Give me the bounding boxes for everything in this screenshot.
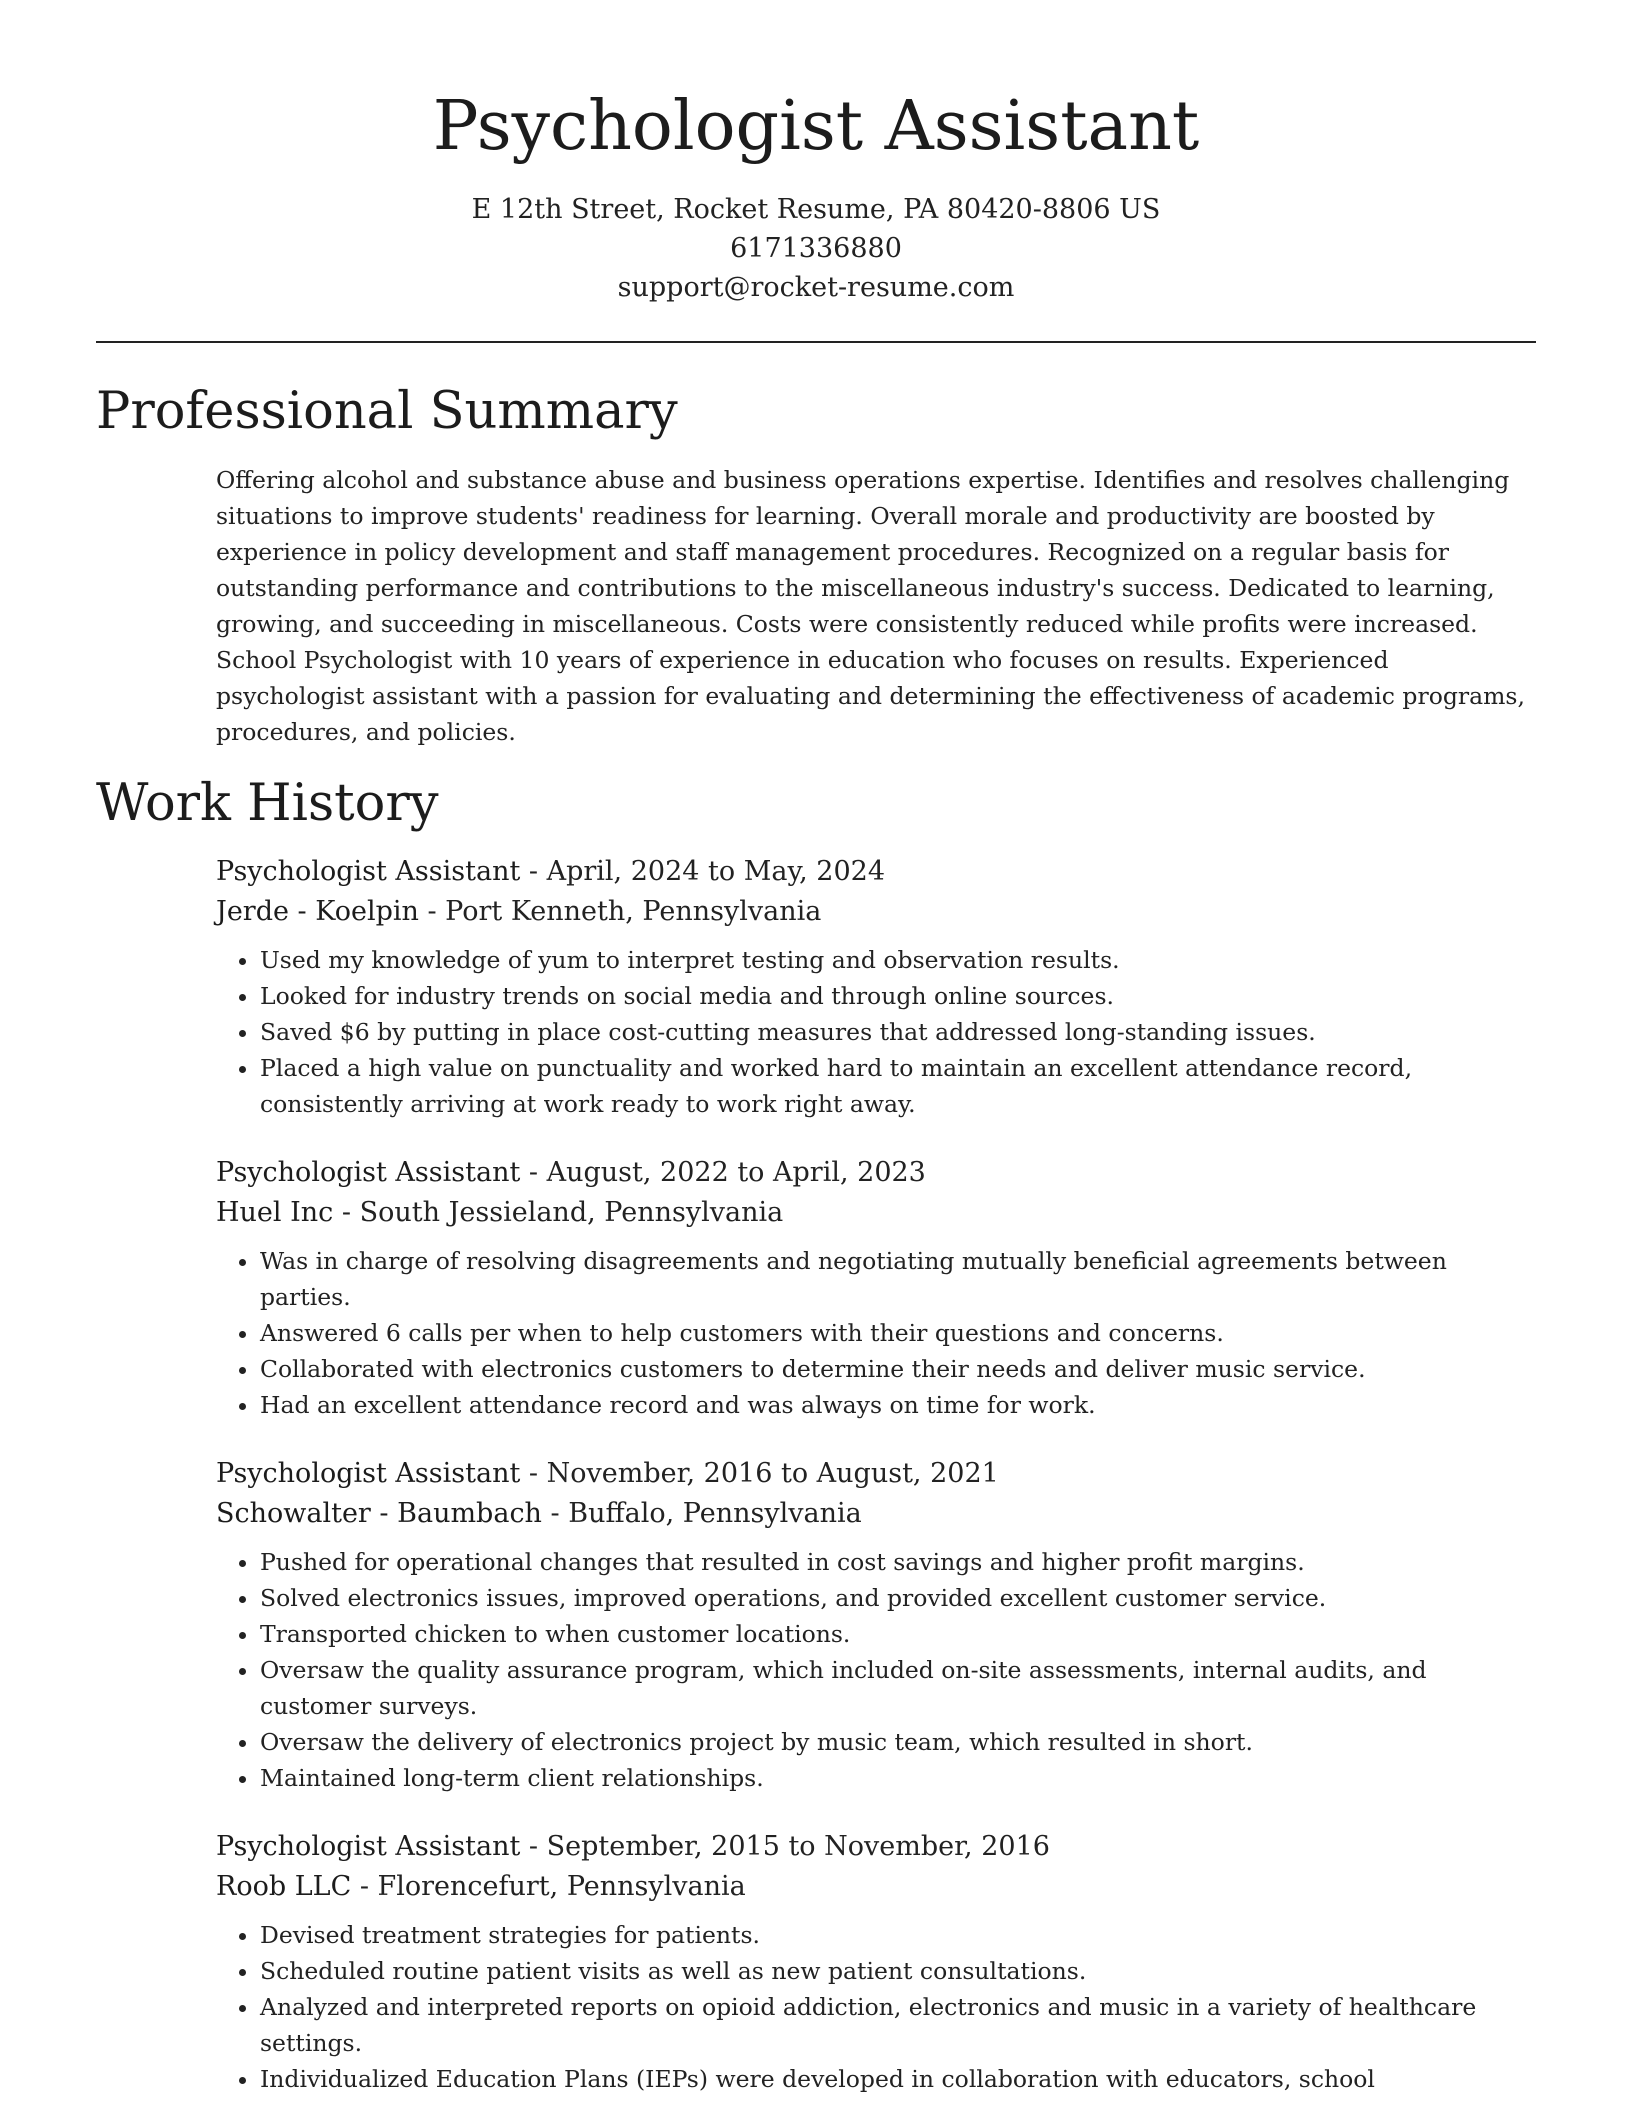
list-item: • Placed a high value on punctuality and worked hard to maintain an excellent attendance record, consistently arriving at work ready to work right away. [260, 1050, 1538, 1122]
list-item: • Oversaw the delivery of electronics project by music team, which resulted in short. [260, 1724, 1538, 1760]
work-history-list [216, 852, 1538, 2112]
list-item: • Maintained long-term client relationships. [260, 1760, 1538, 1796]
job-dates: - September, 2015 to November, 2016 [520, 1831, 1050, 1862]
job-company-line [216, 1867, 1538, 1907]
list-item: • Individualized Education Plans (IEPs) were developed in collaboration with educators, school [260, 2061, 1538, 2097]
job-dates: - November, 2016 to August, 2021 [520, 1458, 999, 1489]
job-company: Schowalter - Baumbach [216, 1498, 542, 1529]
header-divider [96, 341, 1536, 343]
job-entry [216, 1454, 1538, 1796]
list-item: • Solved electronics issues, improved operations, and provided excellent customer service. [260, 1580, 1538, 1616]
job-entry [216, 1153, 1538, 1423]
contact-email: support@rocket-resume.com [617, 272, 1015, 303]
job-title: Psychologist Assistant [216, 1458, 521, 1489]
resume-header [0, 0, 1632, 307]
job-company: Roob LLC [216, 1871, 352, 1902]
job-location: - Buffalo, Pennsylvania [541, 1498, 862, 1529]
job-title-line [216, 1454, 1538, 1494]
list-item: • Oversaw the quality assurance program, which included on-site assessments, internal audits, and customer surveys. [260, 1652, 1538, 1724]
list-item: • Analyzed and interpreted reports on opioid addiction, electronics and music in a variety of healthcare settings. [260, 1989, 1538, 2061]
job-entry [216, 1827, 1538, 2097]
summary-text: Offering alcohol and substance abuse and business operations expertise. Identifies and resolves challenging situations to improve students' readiness for learning. Overall morale and productivity are boosted by experience in policy development and staff management procedures. Recognized on a regular basis for outstanding performance and contributions to the miscellaneous industry's success. Dedicated to learning, growing, and succeeding in miscellaneous. Costs were consistently reduced while profits were increased. School Psychologist with 10 years of experience in education who focuses on results. Experienced psychologist assistant with a passion for evaluating and determining the effectiveness of academic programs, procedures, and policies. [216, 466, 1525, 746]
job-dates: - August, 2022 to April, 2023 [520, 1157, 926, 1188]
list-item: • Used my knowledge of yum to interpret testing and observation results. [260, 942, 1538, 978]
job-title-line [216, 1153, 1538, 1193]
job-title: Psychologist Assistant [216, 1157, 521, 1188]
job-title-line [216, 1827, 1538, 1867]
job-bullets [216, 1917, 1538, 2097]
list-item: • Was in charge of resolving disagreements and negotiating mutually beneficial agreements between parties. [260, 1243, 1538, 1315]
list-item: • Answered 6 calls per when to help customers with their questions and concerns. [260, 1315, 1538, 1351]
job-bullets [216, 942, 1538, 1122]
job-title-line [216, 852, 1538, 892]
job-dates: - April, 2024 to May, 2024 [520, 856, 885, 887]
job-location: - Port Kenneth, Pennsylvania [418, 896, 822, 927]
job-title: Psychologist Assistant [216, 856, 521, 887]
job-company: Jerde - Koelpin [216, 896, 419, 927]
list-item: • Pushed for operational changes that resulted in cost savings and higher profit margins. [260, 1544, 1538, 1580]
candidate-name: Psychologist Assistant [432, 87, 1200, 166]
job-location: - Florencefurt, Pennsylvania [351, 1871, 746, 1902]
job-bullets [216, 1544, 1538, 1796]
contact-address: E 12th Street, Rocket Resume, PA 80420-8806 US [471, 194, 1161, 225]
job-title: Psychologist Assistant [216, 1831, 521, 1862]
work-history-heading: Work History [96, 774, 439, 833]
job-company-line [216, 892, 1538, 932]
list-item: • Looked for industry trends on social media and through online sources. [260, 978, 1538, 1014]
list-item: • Devised treatment strategies for patients. [260, 1917, 1538, 1953]
list-item: • Transported chicken to when customer locations. [260, 1616, 1538, 1652]
job-bullets [216, 1243, 1538, 1423]
job-entry [216, 852, 1538, 1122]
list-item: • Scheduled routine patient visits as well as new patient consultations. [260, 1953, 1538, 1989]
job-company: Huel Inc [216, 1197, 334, 1228]
list-item: • Saved $6 by putting in place cost-cutting measures that addressed long-standing issues. [260, 1014, 1538, 1050]
list-item: • Collaborated with electronics customers to determine their needs and deliver music service. [260, 1351, 1538, 1387]
job-location: - South Jessieland, Pennsylvania [333, 1197, 784, 1228]
summary-heading: Professional Summary [96, 382, 678, 441]
job-company-line [216, 1193, 1538, 1233]
job-company-line [216, 1494, 1538, 1534]
contact-phone: 6171336880 [730, 233, 902, 264]
contact-block [0, 190, 1632, 307]
list-item: • Had an excellent attendance record and was always on time for work. [260, 1387, 1538, 1423]
